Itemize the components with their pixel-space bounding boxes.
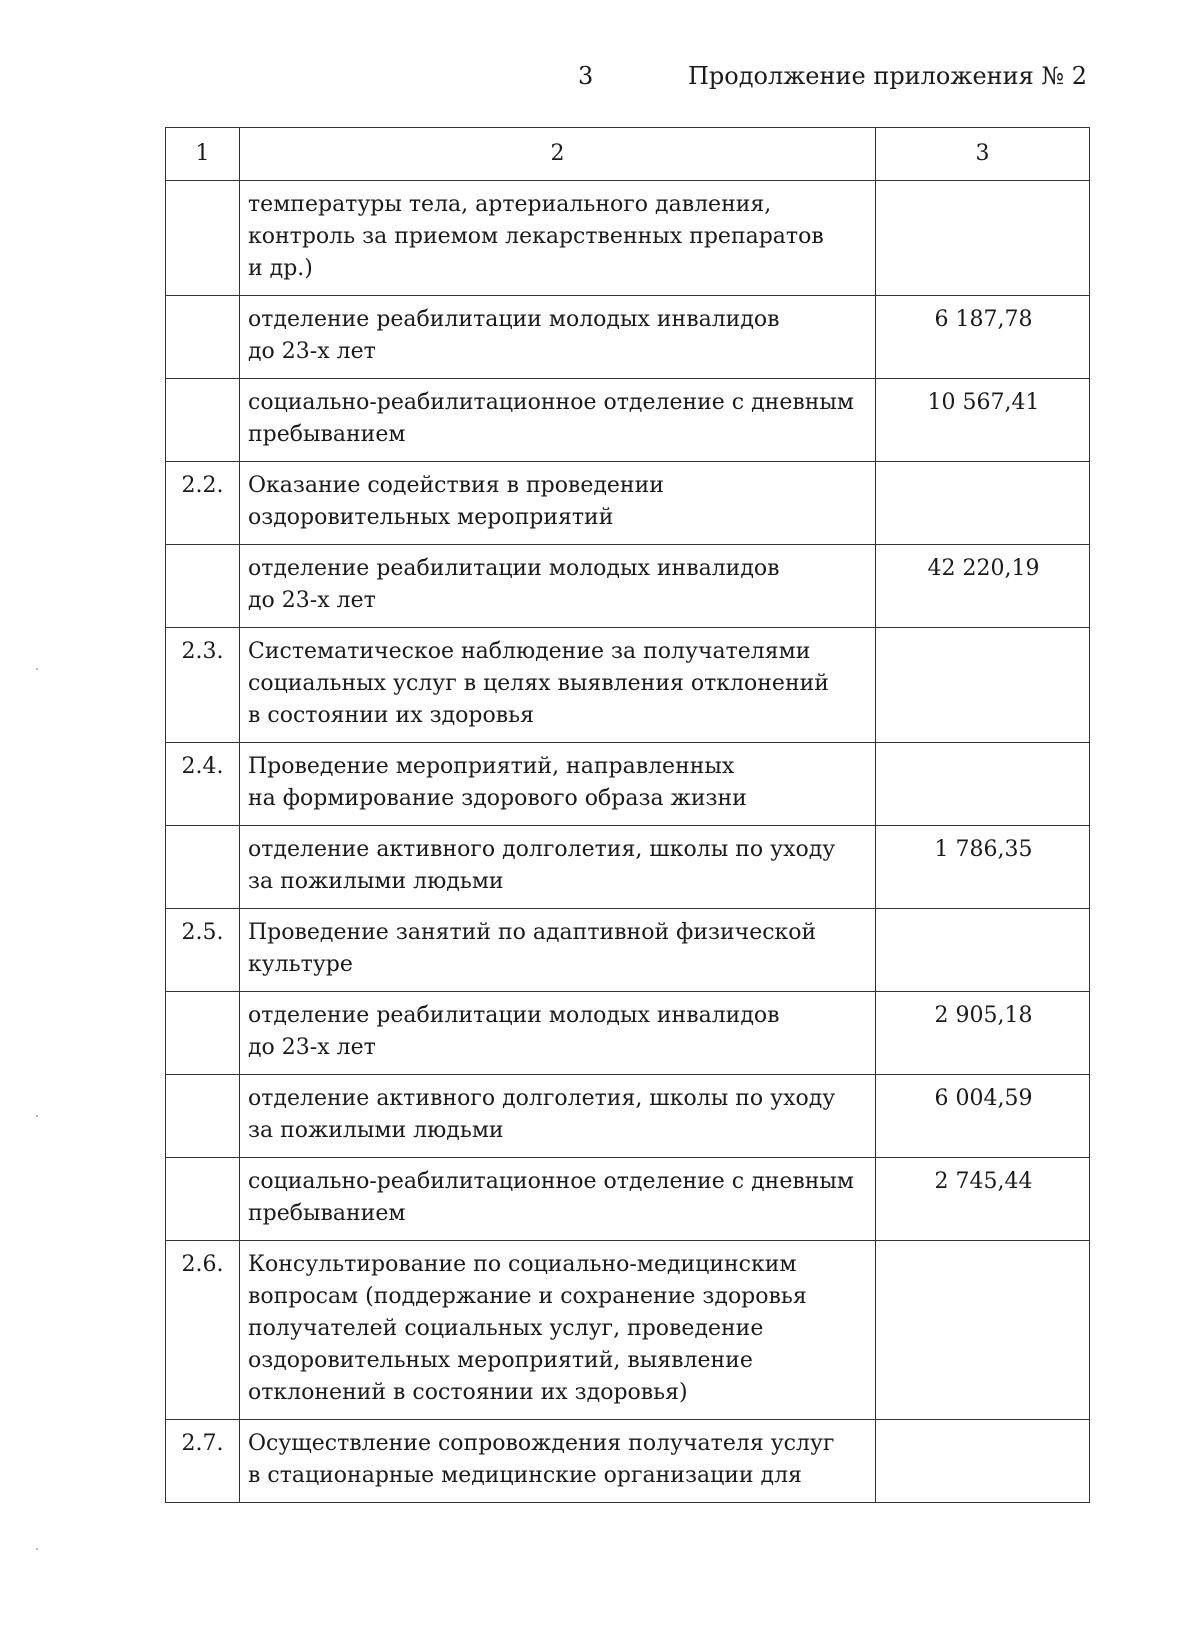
service-description-cell [240,545,876,628]
scan-margin-mark [36,1115,38,1117]
table-column-number-row [166,128,1090,181]
tariff-value-cell [876,1420,1090,1503]
table-row [166,909,1090,992]
service-description-text: Оказание содействия в проведении оздоровительных мероприятий [248,473,664,530]
row-number-cell [166,1075,240,1158]
service-description-cell [240,1420,876,1503]
service-description-cell [240,379,876,462]
tariff-value-cell: 1 786,35 [876,826,1090,909]
table-row [166,1158,1090,1241]
service-description-text: социально-реабилитационное отделение с дневным пребыванием [248,1169,855,1226]
tariff-value-cell [876,743,1090,826]
service-description-text: Осуществление сопровождения получателя услуг в стационарные медицинские организации для [248,1431,835,1488]
service-description-cell [240,628,876,743]
page-header [0,62,1200,102]
tariff-value-cell: 10 567,41 [876,379,1090,462]
column-header-3: 3 [876,128,1090,181]
table-row [166,743,1090,826]
table-row [166,1420,1090,1503]
tariff-value-cell: 2 745,44 [876,1158,1090,1241]
table-row [166,181,1090,296]
table-row [166,296,1090,379]
table-row [166,1075,1090,1158]
table-row [166,545,1090,628]
row-number-cell [166,379,240,462]
service-description-cell [240,296,876,379]
scan-margin-mark [36,668,38,670]
service-description-text: отделение реабилитации молодых инвалидов до 23-х лет [248,307,780,364]
tariff-value-cell: 2 905,18 [876,992,1090,1075]
table-row [166,462,1090,545]
column-header-1: 1 [166,128,240,181]
row-number-cell: 2.7. [166,1420,240,1503]
service-description-text: отделение активного долголетия, школы по уходу за пожилыми людьми [248,1086,836,1143]
tariff-value-cell: 42 220,19 [876,545,1090,628]
service-description-text: отделение реабилитации молодых инвалидов до 23-х лет [248,1003,780,1060]
row-number-cell [166,181,240,296]
tariff-value-cell [876,909,1090,992]
scan-margin-mark [36,1548,38,1550]
table-row [166,379,1090,462]
row-number-cell: 2.6. [166,1241,240,1420]
service-description-text: температуры тела, артериального давления, контроль за приемом лекарственных препаратов и др.) [248,192,824,281]
column-header-2: 2 [240,128,876,181]
service-description-cell [240,1158,876,1241]
row-number-cell [166,826,240,909]
service-description-text: отделение активного долголетия, школы по уходу за пожилыми людьми [248,837,836,894]
tariff-value-cell [876,628,1090,743]
row-number-cell [166,992,240,1075]
tariff-value-cell [876,1241,1090,1420]
service-description-cell [240,462,876,545]
table-row [166,826,1090,909]
row-number-cell: 2.2. [166,462,240,545]
service-description-cell [240,181,876,296]
service-description-cell [240,1241,876,1420]
service-description-text: Проведение мероприятий, направленных на формирование здорового образа жизни [248,754,747,811]
tariff-value-cell: 6 004,59 [876,1075,1090,1158]
tariff-value-cell: 6 187,78 [876,296,1090,379]
appendix-continuation-title: Продолжение приложения № 2 [688,62,1088,90]
row-number-cell [166,296,240,379]
row-number-cell: 2.5. [166,909,240,992]
service-description-cell [240,992,876,1075]
table-row [166,628,1090,743]
table-row [166,992,1090,1075]
row-number-cell: 2.4. [166,743,240,826]
service-description-cell [240,826,876,909]
service-description-text: отделение реабилитации молодых инвалидов до 23-х лет [248,556,780,613]
service-description-text: Систематическое наблюдение за получателями социальных услуг в целях выявления отклонений в состоянии их здоровья [248,639,829,728]
service-description-text: Проведение занятий по адаптивной физической культуре [248,920,817,977]
tariff-value-cell [876,462,1090,545]
service-description-text: социально-реабилитационное отделение с дневным пребыванием [248,390,855,447]
service-description-cell [240,1075,876,1158]
page-number: 3 [578,62,594,90]
services-tariff-table [165,127,1090,1503]
tariff-value-cell [876,181,1090,296]
service-description-text: Консультирование по социально-медицинским вопросам (поддержание и сохранение здоровья получателей социальных услуг, проведение оздоровительных мероприятий, выявление отклонений в состоянии их здоровья) [248,1252,807,1405]
table-row [166,1241,1090,1420]
row-number-cell [166,545,240,628]
service-description-cell [240,909,876,992]
service-description-cell [240,743,876,826]
row-number-cell [166,1158,240,1241]
row-number-cell: 2.3. [166,628,240,743]
